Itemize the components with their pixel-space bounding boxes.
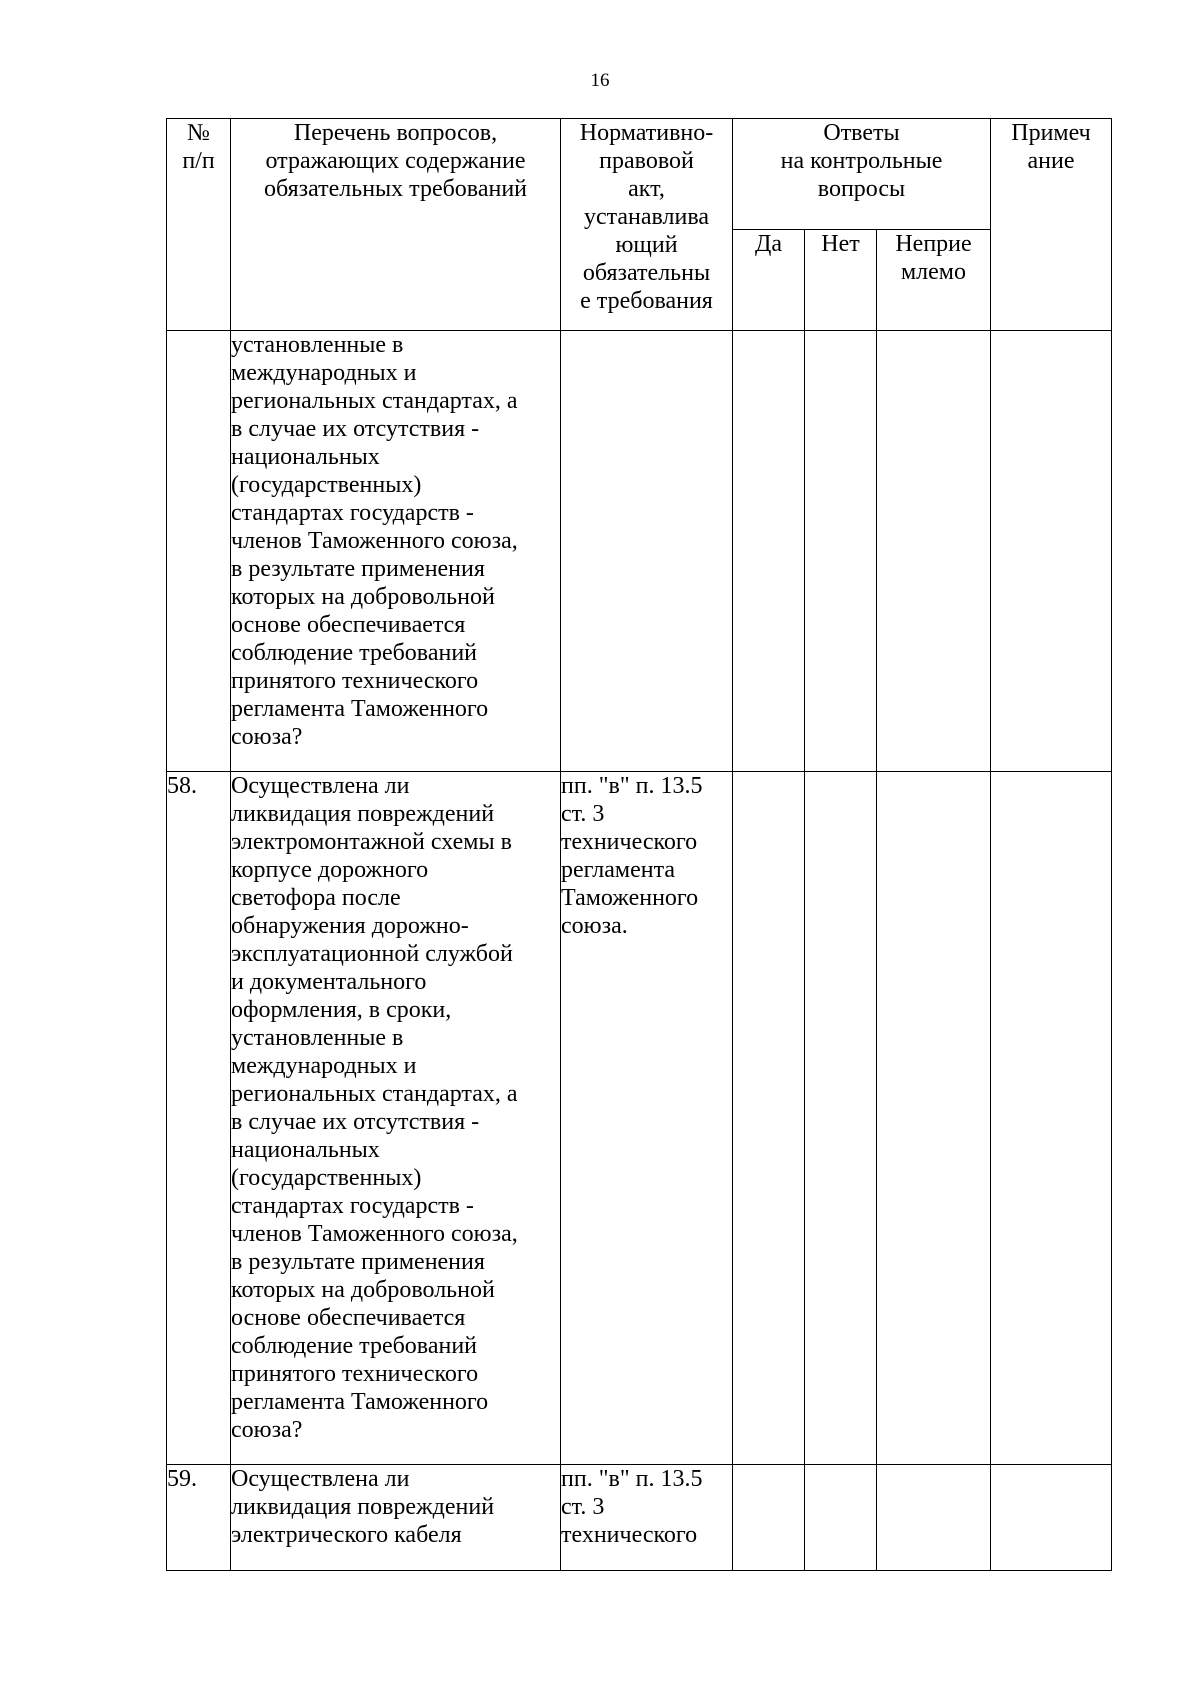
header-answers: Ответы на контрольные вопросы — [733, 119, 991, 230]
answer-yes-cell[interactable] — [733, 772, 805, 1465]
table-row — [167, 331, 1112, 772]
row-legal-act: пп. "в" п. 13.5 ст. 3 технического — [561, 1465, 733, 1571]
header-legal-act: Нормативно- правовой акт, устанавлива ющий обязательны е требования — [561, 119, 733, 331]
row-question: Осуществлена ли ликвидация повреждений электрического кабеля — [231, 1465, 561, 1571]
table-row — [167, 772, 1112, 1465]
row-question: Осуществлена ли ликвидация повреждений электромонтажной схемы в корпусе дорожного светофора после обнаружения дорожно- эксплуатационной службой и документального оформления, в сроки, установленные в международных и региональных стандартах, а в случае их отсутствия - национальных (государственных) стандартах государств - членов Таможенного союза, в результате применения которых на добровольной основе обеспечивается соблюдение требований принятого технического регламента Таможенного союза? — [231, 772, 561, 1465]
header-no: Нет — [805, 230, 877, 331]
checklist-table — [166, 118, 1112, 1571]
answer-no-cell[interactable] — [805, 331, 877, 772]
header-not-applicable: Неприе млемо — [877, 230, 991, 331]
header-number: № п/п — [167, 119, 231, 331]
row-number: 58. — [167, 772, 231, 1465]
header-yes: Да — [733, 230, 805, 331]
note-cell[interactable] — [991, 1465, 1112, 1571]
header-questions: Перечень вопросов, отражающих содержание обязательных требований — [231, 119, 561, 331]
answer-not-applicable-cell[interactable] — [877, 1465, 991, 1571]
table-row — [167, 1465, 1112, 1571]
header-row — [167, 119, 1112, 230]
row-legal-act — [561, 331, 733, 772]
answer-no-cell[interactable] — [805, 1465, 877, 1571]
note-cell[interactable] — [991, 331, 1112, 772]
row-number — [167, 331, 231, 772]
header-note: Примеч ание — [991, 119, 1112, 331]
page-number: 16 — [590, 70, 610, 91]
row-question: установленные в международных и региональных стандартах, а в случае их отсутствия - национальных (государственных) стандартах государств - членов Таможенного союза, в результате применения которых на добровольной основе обеспечивается соблюдение требований принятого технического регламента Таможенного союза? — [231, 331, 561, 772]
answer-yes-cell[interactable] — [733, 1465, 805, 1571]
answer-no-cell[interactable] — [805, 772, 877, 1465]
row-legal-act: пп. "в" п. 13.5 ст. 3 технического регламента Таможенного союза. — [561, 772, 733, 1465]
answer-yes-cell[interactable] — [733, 331, 805, 772]
answer-not-applicable-cell[interactable] — [877, 772, 991, 1465]
row-number: 59. — [167, 1465, 231, 1571]
answer-not-applicable-cell[interactable] — [877, 331, 991, 772]
note-cell[interactable] — [991, 772, 1112, 1465]
